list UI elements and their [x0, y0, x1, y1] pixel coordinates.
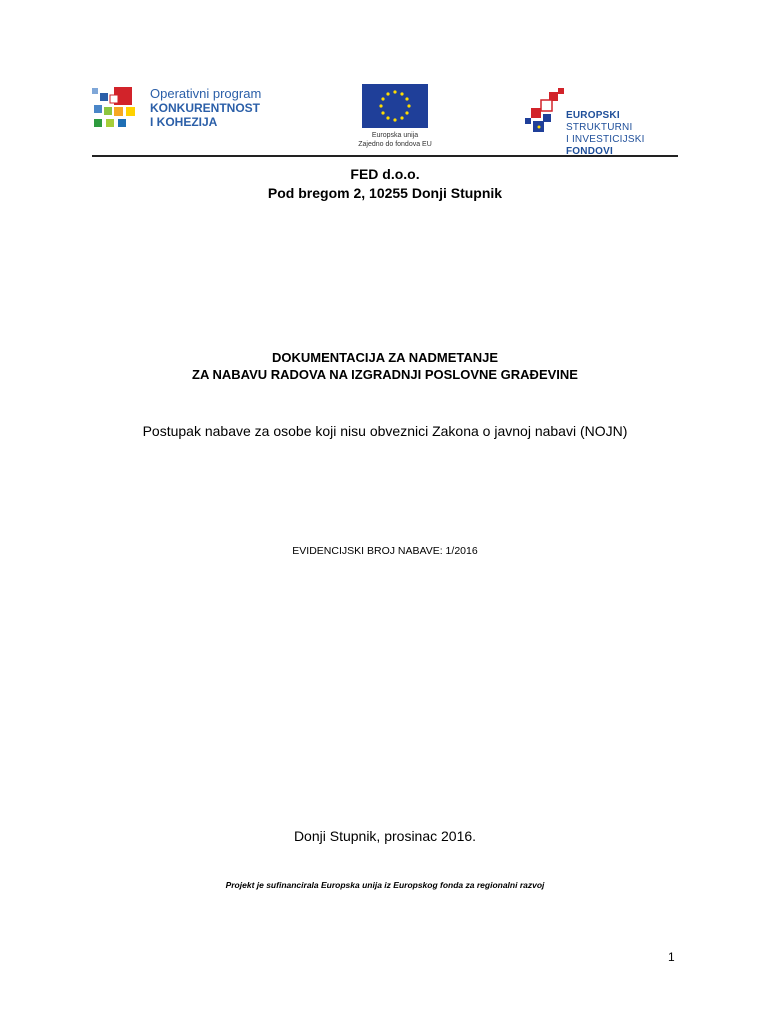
- funding-note: Projekt je sufinancirala Europska unija iz Europskog fonda za regionalni razvoj: [225, 880, 545, 890]
- logo-eu-flag: [345, 84, 445, 150]
- esif-logo-line2: I INVESTICIJSKI FONDOVI: [566, 134, 645, 157]
- logo-esif: [525, 88, 685, 157]
- op-logo-line1: Operativni program: [150, 86, 262, 101]
- place-and-date: Donji Stupnik, prosinac 2016.: [293, 828, 477, 844]
- procurement-procedure: Postupak nabave za osobe koji nisu obveznici Zakona o javnoj nabavi (NOJN): [142, 423, 628, 439]
- logo-operativni-program: [92, 85, 282, 135]
- evidence-number: EVIDENCIJSKI BROJ NABAVE: 1/2016: [292, 545, 478, 557]
- document-title-line1: DOKUMENTACIJA ZA NADMETANJE: [271, 350, 499, 365]
- op-squares-icon: [92, 85, 138, 131]
- company-name: FED d.o.o.: [350, 166, 420, 182]
- page-number: 1: [668, 950, 675, 964]
- eu-caption-line1: Europska unija: [371, 132, 419, 139]
- company-address: Pod bregom 2, 10255 Donji Stupnik: [267, 185, 503, 201]
- op-logo-line2: KONKURENTNOST: [150, 101, 260, 115]
- document-title-line2: ZA NABAVU RADOVA NA IZGRADNJI POSLOVNE GRAĐEVINE: [192, 367, 578, 382]
- eu-flag-icon: [362, 84, 428, 128]
- header-divider: [92, 155, 678, 157]
- esif-logo-line1: EUROPSKI STRUKTURNI: [566, 110, 633, 133]
- esif-mark-icon: [525, 88, 565, 138]
- op-logo-line3: I KOHEZIJA: [150, 115, 218, 129]
- eu-caption-line2: Zajedno do fondova EU: [358, 141, 432, 148]
